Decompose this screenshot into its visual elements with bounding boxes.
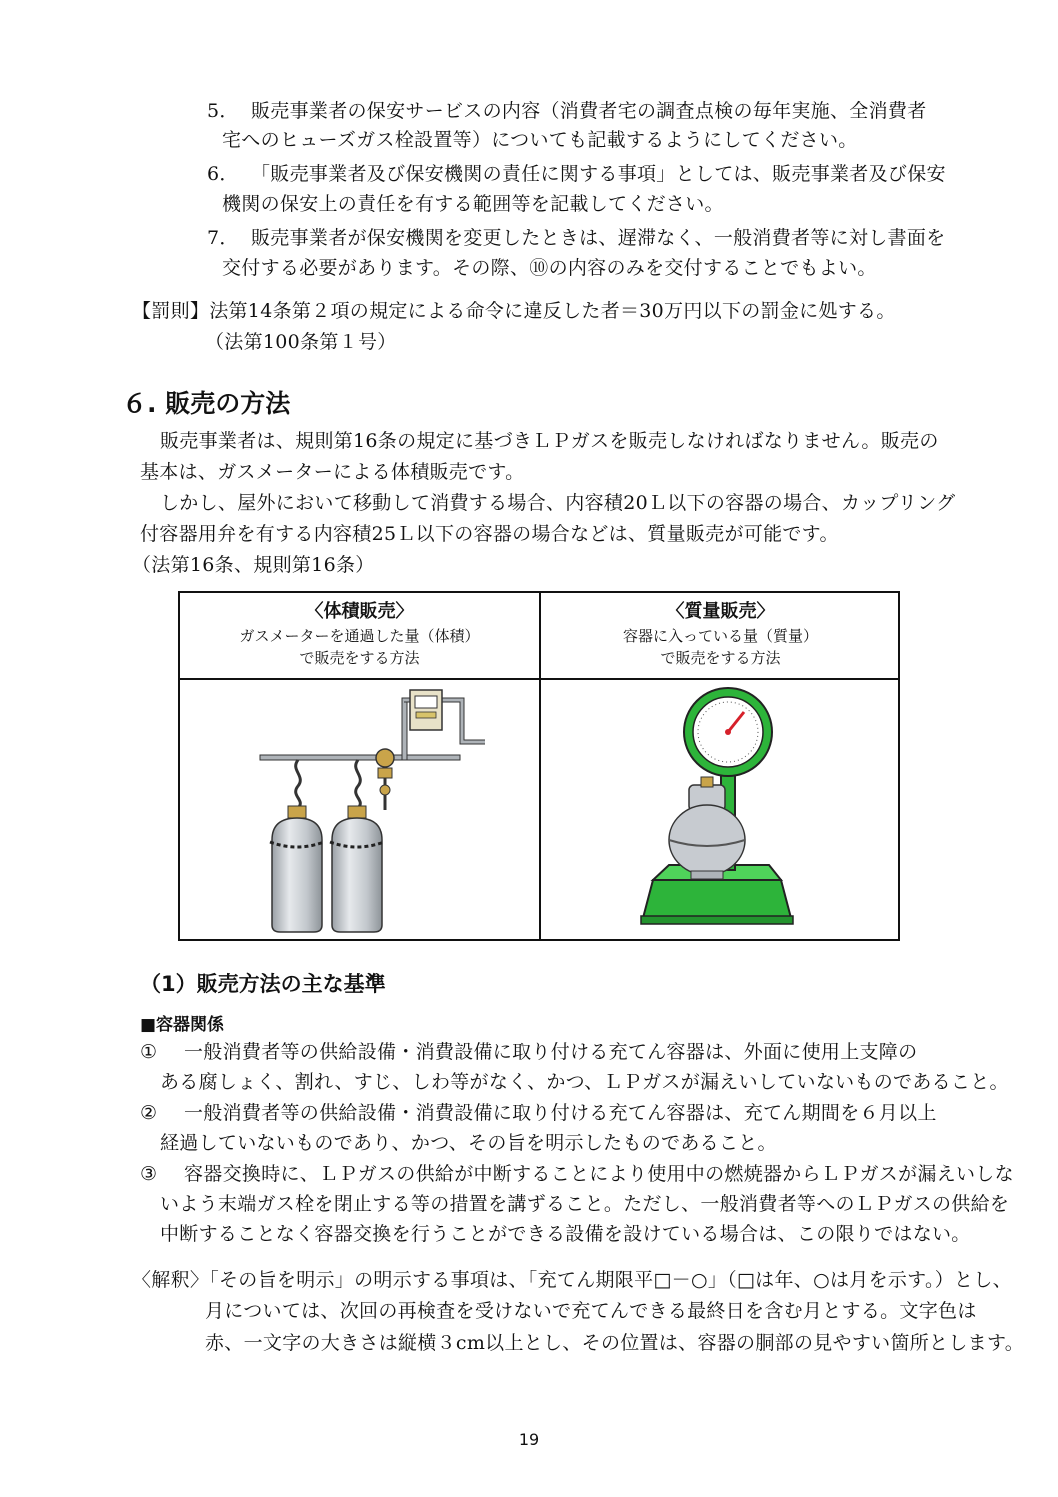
volume-sales-header [180, 599, 539, 669]
note-5-line2: 宅へのヒューズガス栓設置等）についても記載するようにしてください。 [222, 129, 858, 151]
item-1-line1: ① 一般消費者等の供給設備・消費設備に取り付ける充てん容器は、外面に使用上支障の [140, 1041, 918, 1063]
section-reference: （法第16条、規則第16条） [132, 554, 375, 576]
section-para1-line1: 販売事業者は、規則第16条の規定に基づきＬＰガスを販売しなければなりません。販売の [160, 430, 939, 452]
gas-cylinder-2 [330, 818, 384, 932]
mass-sales-desc2: で販売をする方法 [660, 649, 781, 667]
cylinder-valve-1 [288, 806, 306, 818]
volume-sales-desc1: ガスメーターを通過した量（体積） [239, 627, 480, 645]
section-para1-line2: 基本は、ガスメーターによる体積販売です。 [140, 461, 525, 483]
section-title: ６. 販売の方法 [122, 389, 291, 418]
gas-cylinder-1 [270, 818, 324, 932]
interpretation-line1: 〈解釈〉「その旨を明示」の明示する事項は、「充てん期限平□－○」（□は年、○は月を示す。）とし、 [132, 1269, 1012, 1291]
item-2-number: ② [140, 1102, 158, 1124]
cylinder-valve-2 [348, 806, 366, 818]
item-3-line2: いよう末端ガス栓を閉止する等の措置を講ずること。ただし、一般消費者等へのＬＰガスの供給を [160, 1193, 1010, 1215]
note-7-number: 7． [207, 227, 239, 249]
scale-cylinder-illustration [541, 680, 900, 939]
item-3-number: ③ [140, 1163, 158, 1185]
item-2-line2: 経過していないものであり、かつ、その旨を明示したものであること。 [160, 1132, 777, 1154]
item-3-line1: ③ 容器交換時に、ＬＰガスの供給が中断することにより使用中の燃焼器からＬＰガスが漏えいしな [140, 1163, 1014, 1185]
note-7-line2: 交付する必要があります。その際、⑩の内容のみを交付することでもよい。 [222, 257, 877, 279]
volume-sales-title: 〈体積販売〉 [305, 601, 414, 622]
interpretation-line3: 赤、一文字の大きさは縦横３cm以上とし、その位置は、容器の胴部の見やすい箇所とします。 [205, 1332, 1025, 1354]
note-5-number: 5． [207, 100, 239, 122]
pigtail-hose-2 [356, 760, 361, 808]
note-6-line1: 6． 「販売事業者及び保安機関の責任に関する事項」としては、販売事業者及び保安 [207, 163, 946, 185]
item-1-line2: ある腐しょく、割れ、すじ、しわ等がなく、かつ、ＬＰガスが漏えいしていないものであること。 [160, 1071, 1009, 1093]
gas-meter-icon [410, 690, 442, 730]
regulator-icon [376, 749, 394, 810]
pigtail-hose-1 [296, 760, 301, 808]
item-3-line3: 中断することなく容器交換を行うことができる設備を設けている場合は、この限りではない。 [160, 1223, 971, 1245]
penalty-label: 【罰則】 [132, 300, 210, 322]
mass-sales-desc1: 容器に入っている量（質量） [622, 627, 818, 645]
item-1-number: ① [140, 1041, 158, 1063]
page-number: 19 [518, 1430, 540, 1449]
note-6-line2: 機関の保安上の責任を有する範囲等を記載してください。 [222, 193, 724, 215]
mass-sales-title: 〈質量販売〉 [666, 601, 775, 622]
sales-method-figure [178, 591, 900, 941]
scale-dial-icon [684, 688, 772, 776]
riser-pipe [402, 698, 407, 760]
interpretation-line2: 月については、次回の再検査を受けないで充てんできる最終日を含む月とする。文字色は [205, 1300, 977, 1322]
item-2-line1: ② 一般消費者等の供給設備・消費設備に取り付ける充てん容器は、充てん期間を６月以上 [140, 1102, 937, 1124]
interpretation-label: 〈解釈〉 [132, 1269, 210, 1291]
penalty-line1: 【罰則】法第14条第２項の規定による命令に違反した者＝30万円以下の罰金に処する。 [132, 300, 896, 322]
volume-sales-desc2: で販売をする方法 [299, 649, 420, 667]
main-pipe [260, 755, 460, 760]
mass-sales-header [541, 599, 900, 669]
note-7-line1: 7． 販売事業者が保安機関を変更したときは、遅滞なく、一般消費者等に対し書面を [207, 227, 946, 249]
penalty-line2: （法第100条第１号） [205, 331, 397, 353]
subsection-title: （1）販売方法の主な基準 [140, 972, 386, 996]
note-6-number: 6． [207, 163, 239, 185]
note-5-line1: 5． 販売事業者の保安サービスの内容（消費者宅の調査点検の毎年実施、全消費者 [207, 100, 927, 122]
gas-meter-cylinders-illustration [180, 680, 539, 939]
section-para2-line1: しかし、屋外において移動して消費する場合、内容積20Ｌ以下の容器の場合、カップリング [160, 492, 956, 514]
section-para2-line2: 付容器用弁を有する内容積25Ｌ以下の容器の場合などは、質量販売が可能です。 [140, 523, 839, 545]
category-label: ■容器関係 [140, 1015, 225, 1035]
